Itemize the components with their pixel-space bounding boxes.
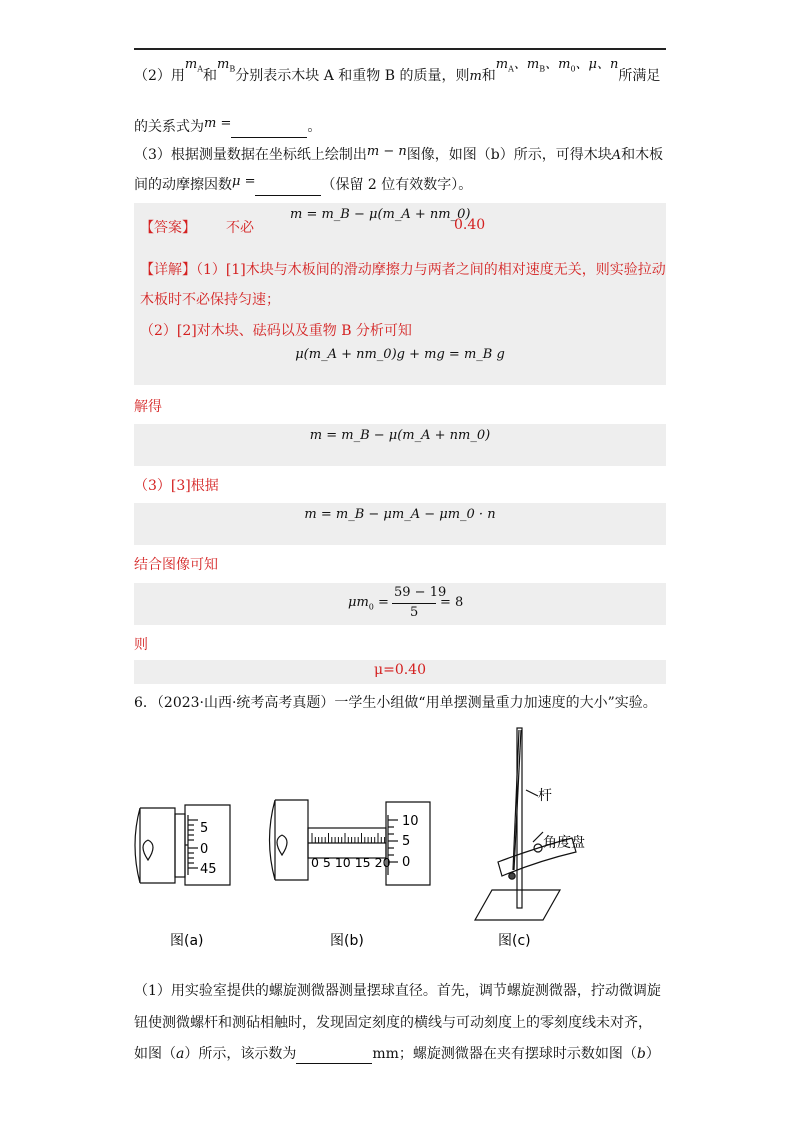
fig-b-anvil bbox=[270, 800, 276, 880]
explain-p1: （1）[1]木块与木板间的滑动摩擦力与两者之间的相对速度无关，则实验拉动 bbox=[196, 262, 666, 278]
q6-fig-b-ref: b bbox=[636, 1046, 646, 1062]
q2-suffix: 所满足 bbox=[618, 68, 661, 84]
q6-p3b: ）所示，该示数为 bbox=[184, 1046, 297, 1062]
fig-c-dial-label: 角度盘 bbox=[543, 835, 585, 851]
q3-line2a: 间的动摩擦因数 bbox=[134, 177, 232, 193]
answer-1: 不必 bbox=[226, 220, 254, 236]
q3-line2b: （保留 2 位有效数字）。 bbox=[321, 177, 473, 193]
fig-a-frame bbox=[140, 808, 175, 883]
fig-a-spindle bbox=[175, 814, 185, 877]
fig-b-sleeve-scale: 0 5 10 15 20 bbox=[311, 855, 391, 870]
q2-line2-text: 的关系式为 bbox=[134, 119, 204, 135]
m-eq: m = bbox=[204, 116, 232, 131]
q2-and2: 和 bbox=[481, 68, 496, 84]
q2-prefix: （2）用 bbox=[134, 68, 185, 84]
answer-label: 【答案】 bbox=[140, 220, 196, 236]
q6-p3 bbox=[134, 1044, 660, 1064]
fig-c-dial-pointer bbox=[533, 832, 543, 842]
fig-a-tick-5: 5 bbox=[200, 821, 209, 836]
fig-b-tick-0: 0 bbox=[402, 855, 411, 870]
fig-a-tick-0: 0 bbox=[200, 842, 209, 857]
combine-label: 结合图像可知 bbox=[134, 557, 218, 573]
q6-title: 6．（2023·山西·统考高考真题）一学生小组做“用单摆测量重力加速度的大小”实验。 bbox=[134, 695, 657, 711]
explain-p1b: 木板时不必保持匀速； bbox=[140, 292, 280, 308]
fig-c-caption: 图(c) bbox=[498, 933, 531, 949]
fig-b-sleeve-ticks bbox=[312, 833, 385, 843]
eq4-mu-m: μm bbox=[348, 595, 369, 610]
vars-m2: 、m bbox=[513, 57, 540, 72]
answer-blank-m[interactable] bbox=[231, 123, 307, 138]
q6-p2: 钮使测微螺杆和测砧相触时，发现固定刻度的横线与可动刻度上的零刻度线未对齐， bbox=[134, 1015, 652, 1031]
q3-line1 bbox=[134, 145, 663, 166]
equation-2-box bbox=[134, 424, 666, 466]
m-n-expr: m − n bbox=[366, 144, 407, 159]
equation-3: m = m_B − μm_A − μm_0 · n bbox=[304, 507, 496, 522]
eq4-right: = 8 bbox=[440, 595, 464, 610]
fig-a-caption: 图(a) bbox=[170, 933, 204, 949]
fig-b-tick-5: 5 bbox=[402, 834, 411, 849]
explain-p2: （2）[2]对木块、砝码以及重物 B 分析可知 bbox=[140, 323, 412, 339]
q6-p3d: ） bbox=[645, 1046, 660, 1062]
figures bbox=[130, 720, 660, 960]
eq4-denominator: 5 bbox=[410, 605, 419, 620]
fig-c-rod-label: 杆 bbox=[538, 788, 552, 804]
mB-var: m bbox=[217, 57, 230, 72]
answer-blank-reading[interactable] bbox=[296, 1049, 372, 1064]
equation-1: μ(m_A + nm_0)g + mg = m_B g bbox=[295, 347, 505, 362]
block-a: A bbox=[611, 148, 622, 163]
fig-b-tick-10: 10 bbox=[402, 814, 419, 829]
answer-box bbox=[134, 203, 666, 385]
q3-line1b: 图像，如图（b）所示，可得木块 bbox=[406, 147, 612, 163]
fig-a-tick-45: 45 bbox=[200, 862, 217, 877]
equation-3-box bbox=[134, 503, 666, 545]
fig-c-rod-pointer bbox=[526, 790, 538, 796]
m-var: m bbox=[469, 69, 482, 84]
vars-m: m bbox=[495, 57, 509, 72]
q3-line2 bbox=[134, 175, 472, 196]
result-mu: μ=0.40 bbox=[373, 662, 426, 678]
figure-c-pendulum bbox=[475, 728, 576, 920]
mA-sub: A bbox=[197, 64, 204, 74]
vars-sub-a: A bbox=[508, 64, 514, 74]
header-rule bbox=[134, 48, 666, 50]
q2-text1: 分别表示木块 A 和重物 B 的质量，则 bbox=[235, 68, 470, 84]
vars-rest: 、μ、n bbox=[575, 57, 619, 72]
answer-blank-mu[interactable] bbox=[255, 181, 321, 196]
answer-2: m = m_B − μ(m_A + nm_0) bbox=[290, 207, 471, 222]
fig-b-caption: 图(b) bbox=[330, 933, 364, 949]
q2-end: 。 bbox=[307, 119, 322, 135]
then-label: 则 bbox=[134, 637, 148, 653]
fig-a-curve bbox=[143, 840, 153, 860]
q2-and: 和 bbox=[203, 68, 218, 84]
vars-m3: 、m bbox=[545, 57, 571, 72]
q6-p3a: 如图（ bbox=[134, 1046, 176, 1062]
explain-line1 bbox=[140, 259, 666, 279]
mu-eq: μ = bbox=[232, 174, 256, 189]
fig-a-anvil bbox=[135, 808, 140, 883]
q3-line1c: 和木板 bbox=[621, 147, 664, 163]
vars-sub-b: B bbox=[539, 64, 546, 74]
result-box bbox=[134, 660, 666, 684]
fraction-bar bbox=[392, 603, 436, 604]
fig-b-curve bbox=[277, 835, 287, 855]
fig-c-bob bbox=[509, 873, 515, 879]
q6-p1: （1）用实验室提供的螺旋测微器测量摆球直径。首先，调节螺旋测微器，拧动微调旋 bbox=[134, 983, 661, 999]
solve-label: 解得 bbox=[134, 399, 162, 415]
answer-3: 0.40 bbox=[454, 217, 486, 233]
q6-fig-a-ref: a bbox=[176, 1046, 185, 1062]
q2-line2 bbox=[134, 117, 321, 138]
eq4-numerator: 59 − 19 bbox=[394, 585, 447, 600]
mB-sub: B bbox=[229, 64, 236, 74]
mA-var: m bbox=[184, 57, 198, 72]
explain-label: 【详解】 bbox=[140, 262, 196, 278]
eq4-left: $\mu m_0$ = bbox=[348, 595, 389, 612]
explain-p3: （3）[3]根据 bbox=[134, 478, 219, 494]
eq4-sub: 0 bbox=[368, 602, 374, 612]
equation-4-box bbox=[134, 583, 666, 625]
vars-sub-0: 0 bbox=[570, 64, 576, 74]
q2-line1 bbox=[134, 57, 661, 92]
equation-4 bbox=[348, 583, 468, 625]
fig-b-frame bbox=[275, 800, 308, 880]
equation-2: m = m_B − μ(m_A + nm_0) bbox=[309, 428, 491, 443]
q6-p3c: mm；螺旋测微器在夹有摆球时示数如图（ bbox=[372, 1046, 637, 1062]
q3-line1a: （3）根据测量数据在坐标纸上绘制出 bbox=[134, 147, 367, 163]
